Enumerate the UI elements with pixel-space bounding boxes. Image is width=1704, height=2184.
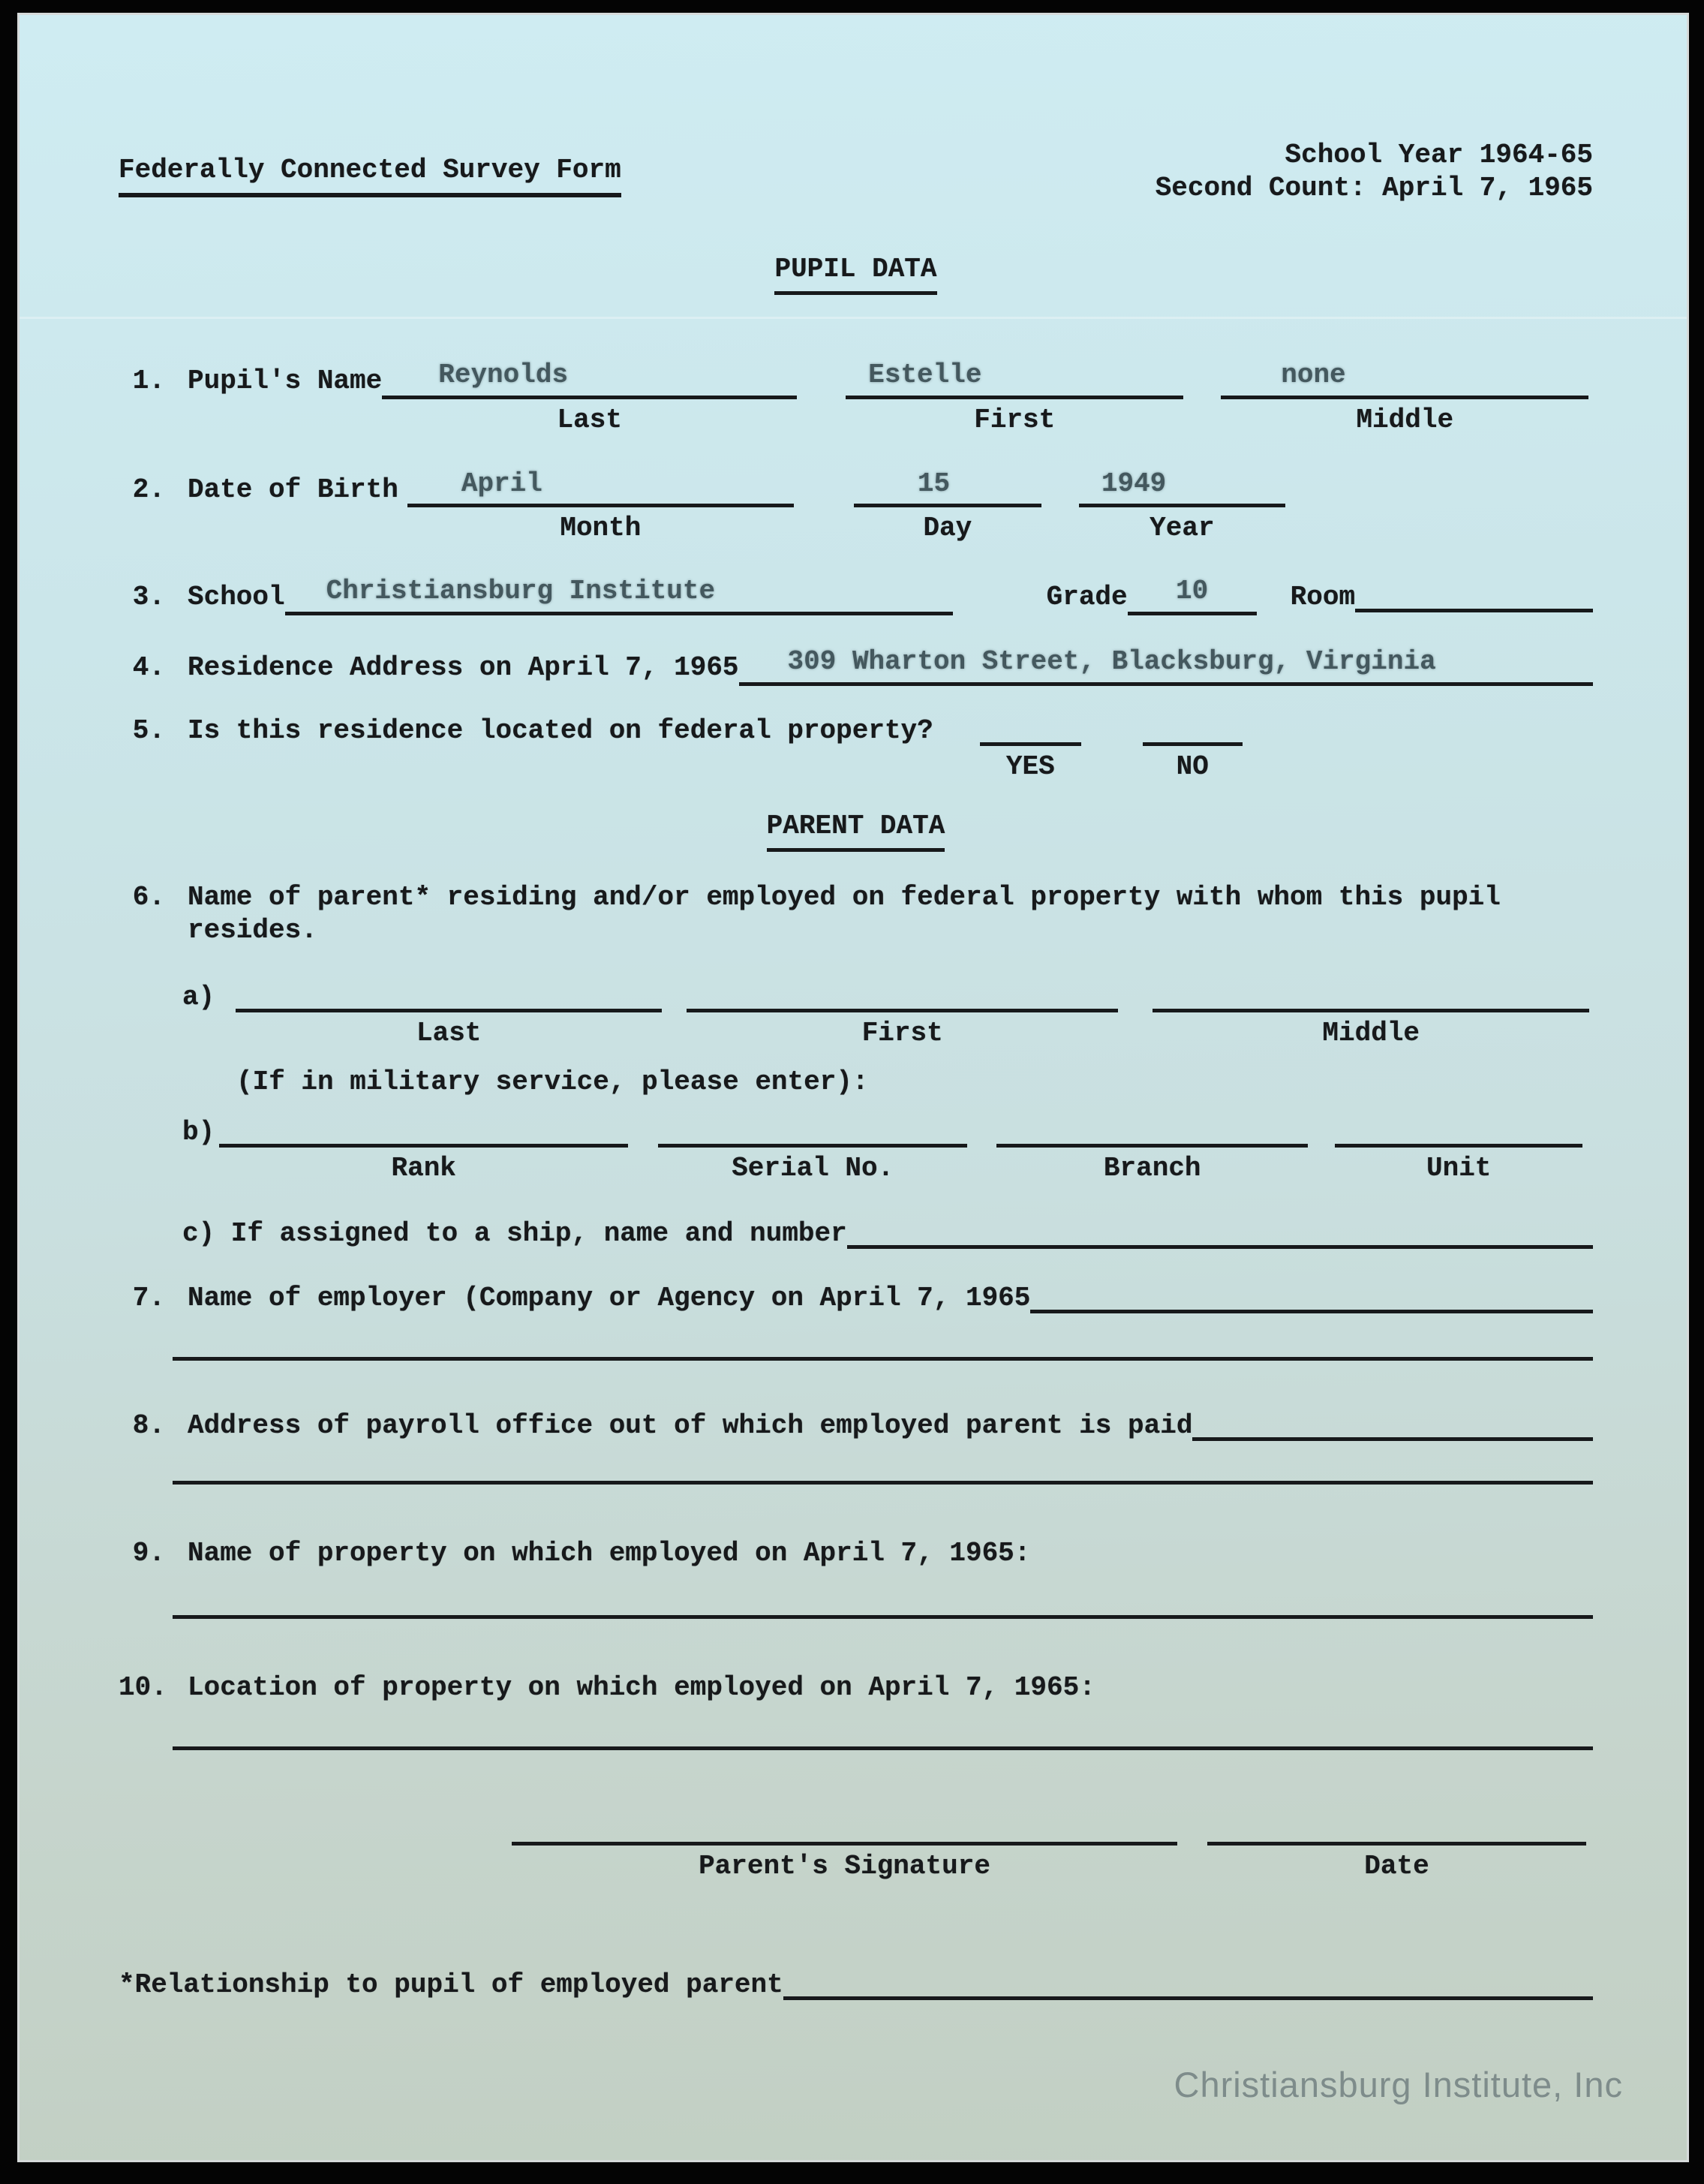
branch-field [996, 1110, 1308, 1185]
date-field [1207, 1808, 1586, 1883]
question-6c-row [119, 1211, 1593, 1250]
payroll-continuation-line [173, 1481, 1593, 1485]
relationship-label: *Relationship to pupil of employed parent [119, 1969, 783, 2000]
branch-sublabel: Branch [1103, 1152, 1201, 1184]
question-7-employer [119, 1276, 1593, 1315]
question-10-number: 10. [119, 1672, 167, 1704]
pupil-first-name-field [846, 359, 1183, 437]
branch-blank [996, 1110, 1308, 1148]
school-name-value: Christiansburg Institute [285, 575, 953, 615]
question-3-label: School [188, 582, 285, 613]
parent-signature-label: Parent's Signature [699, 1851, 990, 1882]
question-2-number: 2. [132, 474, 165, 505]
month-sublabel: Month [560, 513, 642, 544]
question-3-school [119, 575, 1593, 615]
serial-no-blank [658, 1110, 967, 1148]
parent-data-heading: PARENT DATA [767, 810, 945, 852]
yes-label: YES [1005, 751, 1055, 783]
parent-last-name-blank [236, 975, 662, 1012]
question-10-label: Location of property on which employed on April 7, 1965: [188, 1672, 1095, 1704]
rank-blank [219, 1110, 628, 1148]
yes-blank [980, 708, 1081, 746]
rank-field [219, 1110, 628, 1185]
question-5-label: Is this residence located on federal property? [188, 715, 933, 747]
parent-middle-name-field [1153, 975, 1589, 1050]
question-5-federal-property [119, 708, 1593, 784]
pupil-first-name-value: Estelle [846, 359, 1183, 399]
residence-address-value: 309 Wharton Street, Blacksburg, Virginia [739, 645, 1593, 686]
property-name-line [173, 1615, 1593, 1619]
question-10-property-location [119, 1665, 1593, 1704]
date-label: Date [1364, 1851, 1429, 1882]
middle-sublabel: Middle [1356, 404, 1454, 435]
question-1-pupil-name [119, 359, 1593, 437]
room-label: Room [1290, 582, 1356, 613]
archive-watermark: Christiansburg Institute, Inc [1174, 2064, 1623, 2104]
unit-sublabel: Unit [1426, 1152, 1492, 1184]
question-6-label: Name of parent* residing and/or employed on federal property with whom this pupil resides. [188, 881, 1501, 946]
birth-day-field [854, 468, 1041, 546]
pupil-middle-name-value: none [1221, 359, 1588, 399]
question-5-number: 5. [132, 715, 165, 747]
question-6-parent-name [119, 875, 1593, 947]
question-6b-prefix: b) [182, 1116, 215, 1148]
birth-year-value: 1949 [1079, 468, 1285, 508]
parent-first-sublabel: First [861, 1017, 943, 1048]
question-2-label: Date of Birth [188, 474, 398, 505]
question-6-number: 6. [132, 881, 165, 913]
parent-first-name-field [687, 975, 1118, 1050]
form-title: Federally Connected Survey Form [119, 154, 621, 197]
question-7-number: 7. [132, 1283, 165, 1314]
question-3-number: 3. [132, 582, 165, 613]
birth-day-value: 15 [854, 468, 1041, 508]
employer-continuation-line [173, 1357, 1593, 1361]
header-right [1156, 139, 1593, 205]
military-service-note: (If in military service, please enter): [236, 1066, 869, 1097]
school-year: School Year 1964-65 [1285, 140, 1593, 170]
school-name-field [285, 575, 953, 615]
survey-form-page [20, 15, 1687, 2160]
question-9-property-name [119, 1531, 1593, 1570]
room-field [1355, 575, 1593, 612]
last-sublabel: Last [557, 404, 622, 435]
pupil-last-name-field [382, 359, 797, 437]
day-sublabel: Day [923, 513, 972, 544]
second-count-date: Second Count: April 7, 1965 [1155, 172, 1593, 203]
grade-label: Grade [1046, 582, 1128, 613]
question-8-label: Address of payroll office out of which employed parent is paid [188, 1410, 1193, 1442]
question-9-number: 9. [132, 1538, 165, 1569]
no-label: NO [1176, 751, 1209, 783]
unit-blank [1335, 1110, 1582, 1148]
parent-last-sublabel: Last [416, 1017, 482, 1048]
form-header [119, 139, 1593, 205]
relationship-row [119, 1963, 1593, 2002]
question-7-label: Name of employer (Company or Agency on April 7, 1965 [188, 1283, 1031, 1314]
question-2-date-of-birth [119, 468, 1593, 546]
grade-value: 10 [1128, 575, 1257, 615]
relationship-blank [783, 1963, 1593, 2000]
property-location-line [173, 1746, 1593, 1750]
parent-middle-sublabel: Middle [1322, 1017, 1420, 1048]
pupil-data-heading: PUPIL DATA [774, 253, 936, 295]
question-8-payroll-office [119, 1403, 1593, 1442]
serial-no-field [658, 1110, 967, 1185]
question-8-number: 8. [132, 1410, 165, 1442]
question-4-label: Residence Address on April 7, 1965 [188, 652, 739, 684]
grade-field [1128, 575, 1257, 615]
question-4-residence-address [119, 645, 1593, 686]
signature-row [119, 1808, 1593, 1883]
parent-signature-blank [512, 1808, 1177, 1846]
question-1-number: 1. [132, 365, 165, 396]
rank-sublabel: Rank [391, 1152, 456, 1184]
question-1-label: Pupil's Name [188, 365, 383, 396]
question-6c-label: c) If assigned to a ship, name and number [182, 1217, 847, 1249]
question-6a-prefix: a) [182, 981, 215, 1012]
birth-month-field [407, 468, 794, 546]
no-blank [1143, 708, 1243, 746]
employer-blank [1030, 1276, 1593, 1313]
question-9-label: Name of property on which employed on April 7, 1965: [188, 1538, 1031, 1569]
serial-no-sublabel: Serial No. [732, 1152, 894, 1184]
date-blank [1207, 1808, 1586, 1846]
room-value [1355, 575, 1593, 612]
question-6a-row [119, 975, 1593, 1050]
question-6b-row [119, 1110, 1593, 1185]
unit-field [1335, 1110, 1582, 1185]
no-checkbox-line [1143, 708, 1243, 784]
yes-checkbox-line [980, 708, 1081, 784]
pupil-last-name-value: Reynolds [382, 359, 797, 399]
birth-month-value: April [407, 468, 794, 508]
parent-middle-name-blank [1153, 975, 1589, 1012]
ship-name-blank [847, 1211, 1593, 1249]
parent-last-name-field [236, 975, 662, 1050]
first-sublabel: First [974, 404, 1056, 435]
question-4-number: 4. [132, 652, 165, 684]
parent-first-name-blank [687, 975, 1118, 1012]
year-sublabel: Year [1150, 513, 1215, 544]
payroll-office-blank [1192, 1403, 1593, 1441]
parent-signature-field [512, 1808, 1177, 1883]
pupil-middle-name-field [1221, 359, 1588, 437]
birth-year-field [1079, 468, 1285, 546]
